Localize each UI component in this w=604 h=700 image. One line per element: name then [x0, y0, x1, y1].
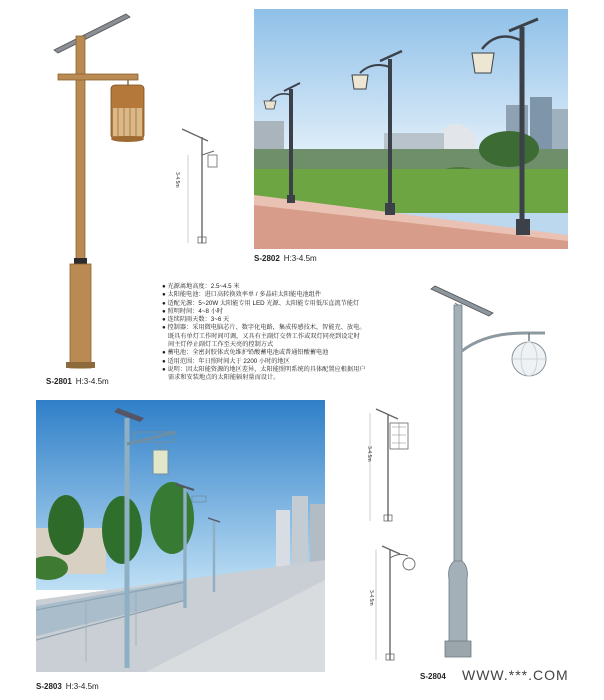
spec-item: ● 蓄电池：全密封胶体式免维护铅酸蓄电池或普通铅酸蓄电池 [162, 349, 329, 357]
specifications-list [162, 283, 402, 383]
product-label-s2803: S-2803 H:3-4.5m [36, 682, 99, 691]
dimension-label: 3-4.5m [368, 590, 374, 606]
dimension-label: 3-4.5m [174, 172, 180, 188]
solar-panel-icon [54, 14, 130, 53]
lantern-icon [111, 85, 144, 142]
spec-item-continued: 间主灯停止副灯工作至天亮的控制方式 [168, 341, 274, 349]
dimension-label: 3-4.5m [366, 446, 372, 462]
watermark-text: WWW.***.COM [462, 667, 569, 683]
globe-lamp-icon [512, 342, 546, 376]
product-photo-s2802 [254, 9, 568, 249]
spec-item: ● 适用范围：年日照时间大于 2200 小时的地区 [162, 357, 290, 365]
dimension-drawing-right-1 [364, 405, 414, 525]
spec-item: ● 光源离地高度：2.5~4.5 米 [162, 283, 240, 290]
spec-item: ● 控制器：采用微电脑芯片、数字化电路，集成传感技术，智能充、放电。 [162, 324, 366, 332]
spec-item-continued: 需求和安装地点的太阳能辐射量而设计。 [168, 374, 280, 382]
spec-item-continued: 既具有单灯工作时间可调，又具有主副灯交替工作或双灯同亮到设定时 [168, 332, 360, 340]
spec-item: ● 连续阴雨天数：3~6 天 [162, 316, 230, 324]
product-label-s2804: S-2804 [420, 672, 446, 681]
spec-item: ● 太阳能电池：进口高转换效率单 / 多晶硅太阳能电池组件 [162, 291, 322, 299]
product-photo-s2803 [36, 400, 325, 672]
spec-item: ● 照明时间：4~8 小时 [162, 307, 223, 315]
product-label-s2801: S-2801 H:3-4.5m [46, 377, 109, 386]
dimension-drawing-right-2 [370, 540, 420, 665]
product-label-s2802: S-2802 H:3-4.5m [254, 254, 317, 263]
spec-item: ● 适配光源：5~20W 太阳能专用 LED 光源、太阳能专用低压直流节能灯 [162, 299, 360, 307]
spec-item: ● 说明：因太阳能资源的地区差异，太阳能照明系统的具体配置应根据用户 [162, 365, 366, 373]
product-image-s2804 [425, 285, 555, 665]
product-image-s2801 [40, 8, 150, 373]
